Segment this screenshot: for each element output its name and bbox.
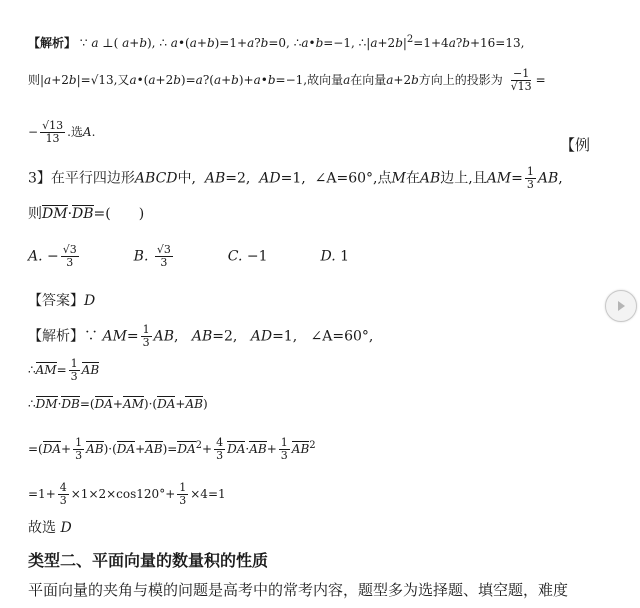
text: =2, (212, 328, 238, 345)
denominator: 13 (45, 132, 60, 145)
vector: DA (116, 442, 136, 456)
vector: DB (72, 206, 94, 222)
text: =( ) (93, 206, 145, 222)
vec-a: a (44, 73, 52, 87)
text: ) (202, 397, 208, 411)
numerator: 1 (75, 436, 83, 449)
text: +2 (393, 73, 412, 87)
text: =−1, (323, 36, 355, 50)
var: AB (191, 328, 213, 345)
text: • (308, 36, 316, 50)
options-row (28, 244, 349, 269)
text: )·( (103, 442, 117, 456)
vec-b: b (462, 36, 470, 50)
vec-b: b (411, 73, 419, 87)
because-symbol: ∵ (84, 328, 98, 345)
answer-value: D (84, 293, 96, 309)
vec-b: b (267, 73, 276, 87)
text: )·( (143, 397, 158, 411)
text: = (511, 170, 523, 187)
vector: AB (145, 442, 163, 456)
vec-a: a (253, 73, 261, 87)
numerator: 1 (142, 323, 150, 336)
step-3 (28, 436, 316, 462)
text: +2 (155, 73, 174, 87)
text: + (135, 442, 146, 456)
text: + (112, 397, 123, 411)
fraction (141, 324, 152, 349)
denominator: 3 (216, 449, 224, 462)
vector: DA (94, 397, 113, 411)
text: = (56, 363, 67, 377)
numerator: 1 (70, 357, 78, 370)
denominator: 3 (66, 256, 74, 269)
next-button[interactable] (605, 290, 637, 322)
numerator: 4 (59, 481, 67, 494)
text: ), (147, 36, 156, 50)
text: =1, (280, 170, 306, 187)
text: )+ (238, 73, 254, 87)
option-d-value: 1 (340, 248, 350, 265)
var: ABCD (134, 170, 178, 187)
vec-a: a (247, 36, 255, 50)
text: =0, (268, 36, 290, 50)
fraction (525, 166, 536, 191)
text: =2, (225, 170, 251, 187)
therefore-symbol: ∴ (28, 363, 36, 377)
text: ∠A=60° (310, 328, 369, 345)
fraction (155, 244, 173, 269)
text: =1, (272, 328, 298, 345)
text: 在向量 (350, 73, 387, 87)
text: )=1+ (214, 36, 248, 50)
numerator: 1 (526, 165, 534, 178)
vec-b: b (315, 36, 324, 50)
text: =( (28, 442, 43, 456)
vector: AB (81, 363, 100, 377)
text: +2 (51, 73, 69, 87)
text: 则 (28, 206, 42, 222)
question-line-1 (28, 166, 563, 191)
vector: DM (42, 206, 68, 222)
text: 在 (405, 170, 420, 187)
numerator: 1 (280, 436, 288, 449)
text: + (61, 442, 72, 456)
text: ?( (202, 73, 214, 87)
text: =−1,故向量 (275, 73, 344, 87)
numerator: √13 (42, 119, 64, 132)
denominator: 3 (142, 336, 150, 349)
step-1 (28, 358, 99, 383)
superscript: 2 (195, 440, 203, 451)
section-heading: 类型二、平面向量的数量积的性质 (28, 551, 269, 570)
numerator: 1 (179, 481, 187, 494)
vector: AB (291, 442, 310, 456)
solution-line-1: 【解析】 ∵ a ⊥( a+b), ∴ a•(a+b)=1+a?b=0, ∴a•b=−1, $\therefore|a+2b|^2=1+4a?b+16=13$, (28, 34, 525, 50)
text: 中, (177, 170, 196, 187)
text: + (175, 397, 186, 411)
answer-line (28, 291, 95, 311)
fraction (279, 437, 290, 462)
var: AD (250, 328, 273, 345)
var: AB (419, 170, 441, 187)
var: AM (102, 328, 127, 345)
numerator: 4 (216, 436, 224, 449)
text: + (221, 73, 232, 87)
text: · (67, 206, 73, 222)
text: )= (180, 73, 196, 87)
solution-line-3 (28, 120, 95, 145)
fraction (40, 120, 65, 145)
text: ? (455, 36, 463, 50)
var: AB (537, 170, 559, 187)
text: . (91, 125, 96, 139)
solution-line-2 (28, 68, 546, 93)
numerator: √3 (156, 243, 171, 256)
denominator: 3 (59, 494, 67, 507)
option-b-label: B. (133, 248, 149, 265)
denominator: 3 (280, 449, 288, 462)
text: •( (177, 36, 190, 50)
text: − (28, 125, 39, 139)
text: = (535, 73, 546, 87)
therefore-symbol: ∴ (159, 36, 167, 50)
text: )= (162, 442, 178, 456)
text: = (126, 328, 139, 345)
vector: AB (249, 442, 267, 456)
text: ×4=1 (190, 487, 226, 501)
answer-label: 【答案】 (28, 293, 84, 309)
question-line-2 (28, 204, 144, 224)
vector: DA (42, 442, 62, 456)
vec-a: a (91, 36, 99, 50)
text: |=√13,又 (76, 73, 130, 87)
vec-a: a (448, 36, 456, 50)
text: ×1×2×cos120°+ (70, 487, 176, 501)
text: =1+ (28, 487, 56, 501)
text: 则| (28, 73, 45, 87)
numerator: −1 (513, 67, 530, 80)
text: | (402, 36, 407, 50)
vec-b: b (173, 73, 181, 87)
text: ,点 (373, 170, 392, 187)
fraction (177, 482, 188, 507)
text: · (57, 397, 62, 411)
conclusion-line (28, 518, 72, 538)
vector: DM (35, 397, 58, 411)
var: AB (153, 328, 175, 345)
superscript: 2 (309, 440, 316, 451)
example-label: 【例 (560, 136, 591, 154)
text: − (47, 248, 59, 265)
superscript: 2 (406, 34, 414, 45)
vector: AM (35, 363, 57, 377)
option-d-label: D. (320, 248, 336, 265)
text: ? (254, 36, 261, 50)
fraction (69, 358, 80, 383)
play-icon (614, 299, 628, 313)
text: +16=13, (469, 36, 525, 50)
because-symbol: ∵ (79, 36, 88, 50)
text: ⊥( (102, 36, 119, 50)
vec-b: b (395, 36, 403, 50)
fraction (61, 244, 79, 269)
denominator: 3 (179, 494, 187, 507)
vec-a: a (386, 73, 394, 87)
vec-a: a (343, 73, 351, 87)
vec-a: a (301, 36, 309, 50)
choice: A (82, 125, 92, 139)
fraction (58, 482, 69, 507)
vector: DA (157, 397, 176, 411)
text: • (260, 73, 268, 87)
vec-a: a (122, 36, 130, 50)
vector: DA (227, 442, 246, 456)
therefore-symbol: ∴ (28, 397, 36, 411)
vector: AB (185, 397, 203, 411)
therefore-symbol: ∴ (293, 36, 302, 50)
fraction (509, 68, 534, 93)
denominator: 3 (160, 256, 168, 269)
analysis-label: 【解析】 (28, 328, 84, 345)
vec-a: a (129, 73, 137, 87)
step-2 (28, 394, 208, 414)
analysis-line (28, 324, 373, 349)
text: =( (79, 397, 95, 411)
text: ∠A=60° (314, 170, 374, 187)
vec-a: a (370, 36, 378, 50)
var: M (391, 170, 406, 187)
text: + (266, 442, 277, 456)
step-4 (28, 482, 226, 507)
denominator: 3 (526, 178, 534, 191)
text: 方向上的投影为 (418, 73, 503, 87)
vec-b: b (231, 73, 239, 87)
fraction (73, 437, 84, 462)
analysis-label: 【解析】 (28, 36, 77, 50)
vec-a: a (195, 73, 203, 87)
text: =1+4 (413, 36, 449, 50)
denominator: 3 (70, 370, 78, 383)
vector: AB (86, 442, 104, 456)
vector: DA (177, 442, 196, 456)
vec-b: b (139, 36, 147, 50)
option-c-label: C. (227, 248, 243, 265)
fraction (214, 437, 225, 462)
var: AD (259, 170, 281, 187)
vec-a: a (148, 73, 156, 87)
text: 边上,且 (440, 170, 487, 187)
text: 故选 (28, 520, 56, 536)
var: AB (204, 170, 226, 187)
var: AM (486, 170, 512, 187)
vector: DB (61, 397, 80, 411)
text: , (368, 328, 374, 345)
numerator: √3 (62, 243, 77, 256)
text: , (174, 328, 179, 345)
option-c-value: −1 (246, 248, 268, 265)
text: 3】在平行四边形 (28, 170, 135, 187)
vec-b: b (206, 36, 215, 50)
text: ∴| (358, 36, 371, 50)
option-a-label: A. (28, 248, 43, 265)
vec-a: a (170, 36, 178, 50)
text: +2 (377, 36, 396, 50)
vec-b: b (68, 73, 77, 87)
vec-a: a (213, 73, 222, 87)
vec-b: b (260, 36, 269, 50)
denominator: 3 (75, 449, 83, 462)
text: .选 (67, 125, 83, 139)
denominator: √13 (510, 80, 532, 93)
vec-a: a (189, 36, 197, 50)
answer-value: D (60, 520, 72, 536)
text: · (245, 442, 250, 456)
vector: AM (122, 397, 144, 411)
text: + (202, 442, 213, 456)
text: , (558, 170, 563, 187)
text: •( (136, 73, 149, 87)
section-paragraph: 平面向量的夹角与模的问题是高考中的常考内容，题型多为选择题、填空题，难度 (28, 581, 569, 599)
